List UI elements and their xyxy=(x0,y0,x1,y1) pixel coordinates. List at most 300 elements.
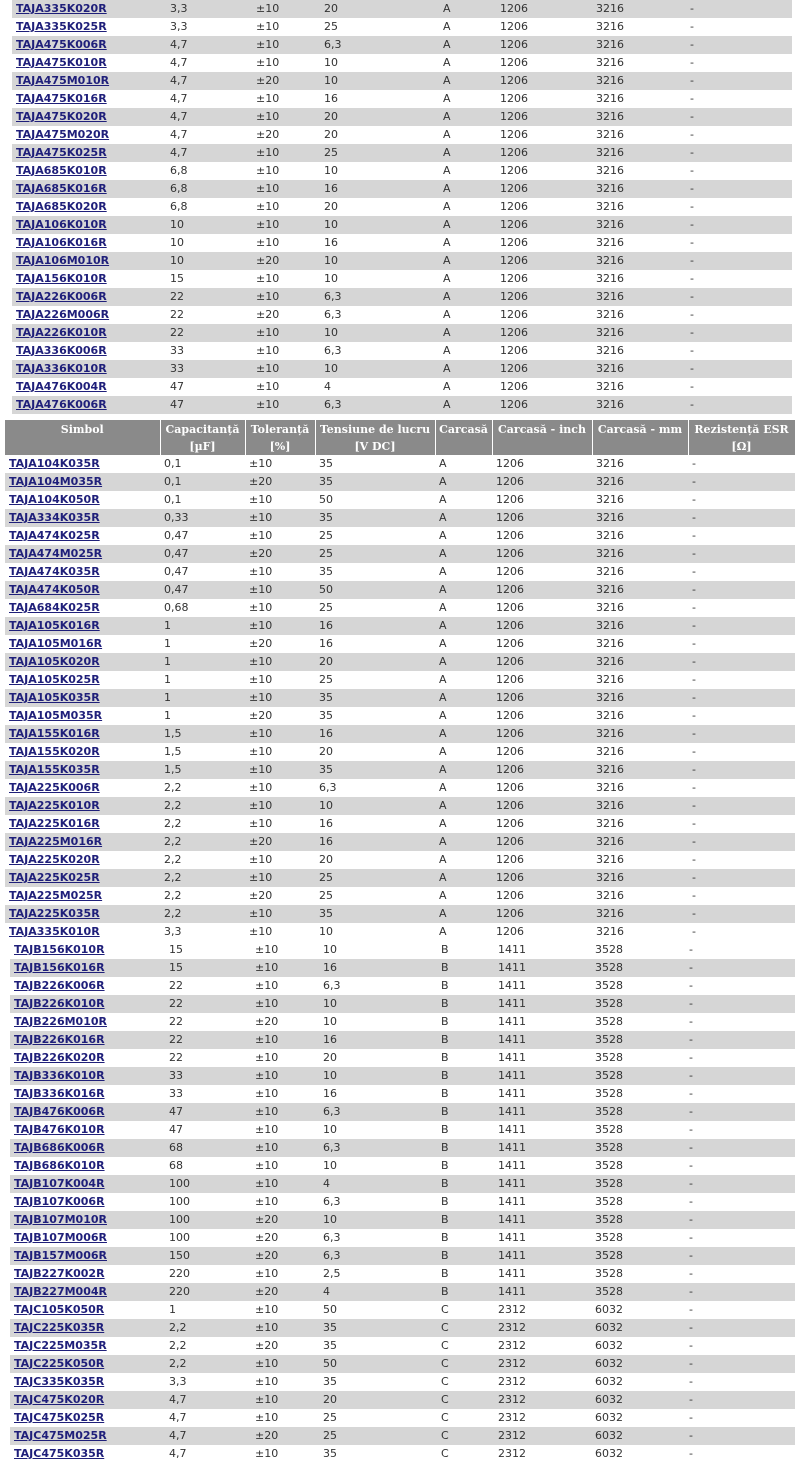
cell-case-inch: 1411 xyxy=(494,1103,591,1121)
cell-esr: - xyxy=(692,817,696,830)
part-link[interactable]: TAJC475M025R xyxy=(14,1429,107,1442)
part-link[interactable]: TAJA335K020R xyxy=(16,2,107,15)
cell-case-inch: 1206 xyxy=(496,493,524,506)
cell-esr: - xyxy=(688,905,795,923)
cell-tolerance: ±10 xyxy=(251,1355,319,1373)
cell-case-inch: 2312 xyxy=(498,1303,526,1316)
table-row xyxy=(12,162,792,180)
part-link[interactable]: TAJA225M016R xyxy=(9,835,103,848)
cell-voltage: 16 xyxy=(315,833,435,851)
cell-capacitance: 0,47 xyxy=(164,565,189,578)
cell-voltage: 35 xyxy=(315,689,435,707)
cell-esr: - xyxy=(689,1375,693,1388)
cell-tolerance: ±10 xyxy=(251,959,319,977)
cell-capacitance: 1 xyxy=(164,673,171,686)
cell-case: C xyxy=(437,1355,494,1373)
cell-simbol xyxy=(10,1229,165,1247)
table-row xyxy=(12,306,792,324)
part-link[interactable]: TAJA104M035R xyxy=(9,475,103,488)
cell-case: A xyxy=(435,761,492,779)
cell-case: A xyxy=(439,360,496,378)
cell-simbol xyxy=(12,378,166,396)
cell-case-inch: 1206 xyxy=(496,252,592,270)
cell-tolerance: ±10 xyxy=(245,617,315,635)
cell-case-inch: 1411 xyxy=(498,1087,526,1100)
cell-simbol xyxy=(10,1085,165,1103)
cell-capacitance: 4,7 xyxy=(169,1447,187,1460)
part-link[interactable]: TAJB226M010R xyxy=(14,1015,107,1028)
cell-case-mm: 3216 xyxy=(596,529,624,542)
cell-esr: - xyxy=(686,108,792,126)
part-link[interactable]: TAJA476K004R xyxy=(16,380,107,393)
part-link[interactable]: TAJA225K035R xyxy=(9,907,100,920)
cell-esr: - xyxy=(692,529,696,542)
cell-case-inch: 1411 xyxy=(498,1015,526,1028)
cell-voltage: 20 xyxy=(319,745,333,758)
cell-case-inch: 1206 xyxy=(496,853,524,866)
cell-esr: - xyxy=(688,689,795,707)
cell-esr: - xyxy=(686,72,792,90)
part-link[interactable]: TAJA475M010R xyxy=(16,74,110,87)
cell-voltage: 16 xyxy=(315,725,435,743)
part-link[interactable]: TAJC225K050R xyxy=(14,1357,105,1370)
cell-case-inch: 1206 xyxy=(500,344,528,357)
part-link[interactable]: TAJA225M025R xyxy=(9,889,103,902)
cell-simbol xyxy=(5,869,160,887)
cell-capacitance: 15 xyxy=(165,959,251,977)
cell-esr: - xyxy=(686,360,792,378)
cell-case-mm: 3216 xyxy=(596,308,624,321)
table-row xyxy=(5,851,795,869)
cell-simbol xyxy=(5,779,160,797)
part-link[interactable]: TAJA475K016R xyxy=(16,92,107,105)
part-link[interactable]: TAJC225M035R xyxy=(14,1339,107,1352)
part-link[interactable]: TAJA155K020R xyxy=(9,745,100,758)
cell-tolerance: ±20 xyxy=(249,889,273,902)
part-link[interactable]: TAJA475K006R xyxy=(16,38,107,51)
table-row xyxy=(10,1247,795,1265)
cell-case-mm: 3528 xyxy=(595,1195,623,1208)
part-link[interactable]: TAJB226K020R xyxy=(14,1051,105,1064)
cell-capacitance: 0,1 xyxy=(164,493,182,506)
cell-case: A xyxy=(439,0,496,18)
part-link[interactable]: TAJB336K016R xyxy=(14,1087,105,1100)
part-link[interactable]: TAJA684K025R xyxy=(9,601,100,614)
part-link[interactable]: TAJA335K025R xyxy=(16,20,107,33)
cell-case-inch: 1206 xyxy=(500,236,528,249)
cell-capacitance: 2,2 xyxy=(160,869,245,887)
cell-case-mm: 3216 xyxy=(592,0,686,18)
cell-tolerance: ±10 xyxy=(256,236,280,249)
cell-case-inch: 1206 xyxy=(496,889,524,902)
cell-case-mm: 3216 xyxy=(592,869,688,887)
cell-capacitance: 1,5 xyxy=(160,725,245,743)
table-row xyxy=(10,1445,795,1463)
cell-case: A xyxy=(439,601,447,614)
part-link[interactable]: TAJA155K035R xyxy=(9,763,100,776)
part-link[interactable]: TAJA334K035R xyxy=(9,511,100,524)
table-row xyxy=(10,977,795,995)
part-link[interactable]: TAJA104K035R xyxy=(9,457,100,470)
cell-simbol xyxy=(10,1391,165,1409)
cell-tolerance: ±10 xyxy=(255,1159,279,1172)
cell-case-mm: 3528 xyxy=(591,1103,685,1121)
cell-voltage: 10 xyxy=(324,164,338,177)
part-link[interactable]: TAJB226K016R xyxy=(14,1033,105,1046)
part-link[interactable]: TAJA225K025R xyxy=(9,871,100,884)
part-link[interactable]: TAJB476K010R xyxy=(14,1123,105,1136)
cell-voltage: 6,3 xyxy=(319,781,337,794)
part-link[interactable]: TAJA335K010R xyxy=(9,925,100,938)
unit-voltage: [V DC] xyxy=(315,438,435,455)
part-link[interactable]: TAJA156K010R xyxy=(16,272,107,285)
cell-case: A xyxy=(435,473,492,491)
cell-tolerance: ±10 xyxy=(252,360,320,378)
cell-esr: - xyxy=(690,92,694,105)
cell-case-mm: 3216 xyxy=(592,72,686,90)
cell-case-inch: 2312 xyxy=(498,1447,526,1460)
part-link[interactable]: TAJA685K020R xyxy=(16,200,107,213)
cell-voltage: 16 xyxy=(323,1087,337,1100)
cell-case-inch: 1206 xyxy=(496,324,592,342)
part-link[interactable]: TAJA225K020R xyxy=(9,853,100,866)
cell-tolerance: ±20 xyxy=(251,1427,319,1445)
cell-simbol xyxy=(10,1103,165,1121)
part-link[interactable]: TAJB107M006R xyxy=(14,1231,107,1244)
cell-voltage: 10 xyxy=(323,1123,337,1136)
table-row xyxy=(10,1121,795,1139)
table-row xyxy=(10,1355,795,1373)
cell-case: A xyxy=(435,797,492,815)
part-link[interactable]: TAJB336K010R xyxy=(14,1069,105,1082)
cell-voltage: 10 xyxy=(320,216,439,234)
cell-simbol xyxy=(10,1337,165,1355)
part-link[interactable]: TAJA104K050R xyxy=(9,493,100,506)
part-link[interactable]: TAJC475K025R xyxy=(14,1411,105,1424)
cell-capacitance: 100 xyxy=(169,1231,190,1244)
part-link[interactable]: TAJC475K020R xyxy=(14,1393,105,1406)
table-row xyxy=(5,689,795,707)
cell-case-mm: 3216 xyxy=(592,581,688,599)
cell-simbol xyxy=(12,180,166,198)
part-link[interactable]: TAJA106K016R xyxy=(16,236,107,249)
cell-case-mm: 3216 xyxy=(592,216,686,234)
cell-tolerance: ±10 xyxy=(252,108,320,126)
cell-case-inch: 1206 xyxy=(496,457,524,470)
cell-esr: - xyxy=(686,288,792,306)
part-link[interactable]: TAJB686K010R xyxy=(14,1159,105,1172)
cell-capacitance: 150 xyxy=(165,1247,251,1265)
cell-case-inch: 1206 xyxy=(496,709,524,722)
part-link[interactable]: TAJA225K016R xyxy=(9,817,100,830)
part-link[interactable]: TAJA475K010R xyxy=(16,56,107,69)
cell-voltage: 35 xyxy=(315,473,435,491)
part-link[interactable]: TAJA474K035R xyxy=(9,565,100,578)
cell-voltage: 6,3 xyxy=(323,979,341,992)
cell-case: A xyxy=(443,272,451,285)
cell-case: A xyxy=(435,725,492,743)
cell-esr: - xyxy=(688,761,795,779)
cell-tolerance: ±10 xyxy=(255,1267,279,1280)
cell-case: B xyxy=(437,1211,494,1229)
part-link[interactable]: TAJA475M020R xyxy=(16,128,110,141)
cell-simbol xyxy=(10,1355,165,1373)
cell-case: B xyxy=(437,1247,494,1265)
part-link[interactable]: TAJB227K002R xyxy=(14,1267,105,1280)
cell-voltage: 25 xyxy=(315,545,435,563)
table-row xyxy=(5,869,795,887)
cell-case-mm: 3528 xyxy=(591,1211,685,1229)
cell-simbol xyxy=(5,725,160,743)
cell-case-mm: 3216 xyxy=(592,396,686,414)
cell-capacitance: 4,7 xyxy=(166,144,252,162)
cell-tolerance: ±20 xyxy=(255,1231,279,1244)
table-row xyxy=(12,18,792,36)
cell-case: B xyxy=(437,995,494,1013)
cell-esr: - xyxy=(692,781,696,794)
cell-voltage: 50 xyxy=(315,581,435,599)
table-row xyxy=(10,1193,795,1211)
cell-case-inch: 1206 xyxy=(492,509,592,527)
cell-simbol xyxy=(10,1445,165,1463)
cell-case-mm: 3216 xyxy=(592,288,686,306)
cell-simbol xyxy=(5,923,160,941)
cell-case-mm: 3216 xyxy=(592,689,688,707)
part-link[interactable]: TAJA336K006R xyxy=(16,344,107,357)
cell-capacitance: 0,47 xyxy=(160,545,245,563)
cell-voltage: 10 xyxy=(319,1211,437,1229)
cell-case: B xyxy=(441,1231,449,1244)
cell-tolerance: ±10 xyxy=(249,601,273,614)
part-link[interactable]: TAJB107K006R xyxy=(14,1195,105,1208)
cell-voltage: 2,5 xyxy=(323,1267,341,1280)
cell-case-mm: 3528 xyxy=(591,1139,685,1157)
part-link[interactable]: TAJB226K006R xyxy=(14,979,105,992)
cell-case-mm: 3216 xyxy=(596,853,624,866)
part-link[interactable]: TAJA475K025R xyxy=(16,146,107,159)
part-link[interactable]: TAJA226K010R xyxy=(16,326,107,339)
cell-esr: - xyxy=(689,1159,693,1172)
table-row xyxy=(12,378,792,396)
part-link[interactable]: TAJC225K035R xyxy=(14,1321,105,1334)
cell-capacitance: 3,3 xyxy=(166,0,252,18)
cell-case-mm: 3216 xyxy=(592,252,686,270)
cell-case: A xyxy=(439,457,447,470)
cell-case-inch: 1206 xyxy=(500,308,528,321)
cell-esr: - xyxy=(689,1267,693,1280)
part-link[interactable]: TAJA474K025R xyxy=(9,529,100,542)
cell-esr: - xyxy=(692,925,696,938)
cell-capacitance: 4,7 xyxy=(169,1411,187,1424)
cell-capacitance: 47 xyxy=(169,1123,183,1136)
cell-case: C xyxy=(441,1375,449,1388)
cell-simbol xyxy=(5,743,160,761)
cell-tolerance: ±10 xyxy=(245,797,315,815)
part-link[interactable]: TAJB107K004R xyxy=(14,1177,105,1190)
cell-capacitance: 2,2 xyxy=(169,1339,187,1352)
cell-capacitance: 6,8 xyxy=(170,164,188,177)
cell-case: A xyxy=(439,565,447,578)
table-row xyxy=(5,491,795,509)
cell-case-inch: 1206 xyxy=(500,92,528,105)
cell-voltage: 20 xyxy=(315,653,435,671)
cell-tolerance: ±20 xyxy=(251,1283,319,1301)
cell-case-mm: 6032 xyxy=(591,1391,685,1409)
cell-esr: - xyxy=(692,457,696,470)
cell-esr: - xyxy=(685,1031,795,1049)
part-link[interactable]: TAJA105K025R xyxy=(9,673,100,686)
cell-simbol xyxy=(12,324,166,342)
cell-case-mm: 3216 xyxy=(596,637,624,650)
table-row xyxy=(5,527,795,545)
cell-voltage: 25 xyxy=(319,889,333,902)
table-row xyxy=(5,599,795,617)
cell-tolerance: ±10 xyxy=(251,1139,319,1157)
table-row xyxy=(10,1013,795,1031)
cell-case-inch: 1206 xyxy=(496,0,592,18)
cell-simbol xyxy=(5,653,160,671)
cell-voltage: 6,3 xyxy=(323,1195,341,1208)
cell-capacitance: 0,68 xyxy=(164,601,189,614)
cell-capacitance: 3,3 xyxy=(164,925,182,938)
cell-case-mm: 3528 xyxy=(591,1031,685,1049)
cell-esr: - xyxy=(686,0,792,18)
cell-case: A xyxy=(439,252,496,270)
table-row xyxy=(12,180,792,198)
cell-tolerance: ±10 xyxy=(245,761,315,779)
part-link[interactable]: TAJA106M010R xyxy=(16,254,110,267)
table-row xyxy=(5,707,795,725)
cell-capacitance: 22 xyxy=(169,1015,183,1028)
cell-voltage: 10 xyxy=(320,72,439,90)
cell-case: A xyxy=(439,925,447,938)
cell-case-inch: 1206 xyxy=(496,288,592,306)
table-row xyxy=(5,581,795,599)
cell-esr: - xyxy=(685,1067,795,1085)
cell-esr: - xyxy=(692,601,696,614)
part-link[interactable]: TAJA476K006R xyxy=(16,398,107,411)
cell-capacitance: 15 xyxy=(169,943,183,956)
cell-esr: - xyxy=(688,545,795,563)
part-link[interactable]: TAJA225K010R xyxy=(9,799,100,812)
cell-case: C xyxy=(437,1319,494,1337)
cell-capacitance: 0,1 xyxy=(164,457,182,470)
cell-voltage: 6,3 xyxy=(323,1231,341,1244)
cell-case-mm: 3216 xyxy=(596,709,624,722)
part-link[interactable]: TAJB227M004R xyxy=(14,1285,107,1298)
cell-case-inch: 1411 xyxy=(494,1031,591,1049)
unit-case-mm xyxy=(592,438,688,455)
part-link[interactable]: TAJC475K035R xyxy=(14,1447,105,1460)
part-link[interactable]: TAJC105K050R xyxy=(14,1303,105,1316)
part-link[interactable]: TAJC335K035R xyxy=(14,1375,105,1388)
cell-capacitance: 2,2 xyxy=(160,905,245,923)
part-link[interactable]: TAJB107M010R xyxy=(14,1213,107,1226)
cell-esr: - xyxy=(686,252,792,270)
cell-case-inch: 1206 xyxy=(496,565,524,578)
col-header-case-mm: Carcasă - mm xyxy=(592,420,688,438)
cell-simbol xyxy=(10,1301,165,1319)
part-link[interactable]: TAJA336K010R xyxy=(16,362,107,375)
col-header-case: Carcasă xyxy=(435,420,492,438)
cell-tolerance: ±10 xyxy=(252,324,320,342)
cell-voltage: 16 xyxy=(319,817,333,830)
cell-case: B xyxy=(441,1123,449,1136)
table-row xyxy=(5,671,795,689)
part-link[interactable]: TAJB156K016R xyxy=(14,961,105,974)
part-link[interactable]: TAJA475K020R xyxy=(16,110,107,123)
cell-tolerance: ±10 xyxy=(256,344,280,357)
part-link[interactable]: TAJB156K010R xyxy=(14,943,105,956)
cell-esr: - xyxy=(690,164,694,177)
part-link[interactable]: TAJA226K006R xyxy=(16,290,107,303)
cell-case: C xyxy=(441,1447,449,1460)
cell-case-inch: 2312 xyxy=(494,1355,591,1373)
cell-capacitance: 68 xyxy=(169,1159,183,1172)
cell-case-inch: 1206 xyxy=(492,797,592,815)
cell-case-mm: 3528 xyxy=(595,1231,623,1244)
table-unit-row xyxy=(5,438,795,455)
cell-simbol xyxy=(12,36,166,54)
part-link[interactable]: TAJA105K035R xyxy=(9,691,100,704)
cell-capacitance: 10 xyxy=(166,216,252,234)
cell-voltage: 35 xyxy=(319,709,333,722)
part-link[interactable]: TAJA225K006R xyxy=(9,781,100,794)
table-row xyxy=(12,126,792,144)
part-link[interactable]: TAJA105M035R xyxy=(9,709,103,722)
cell-voltage: 10 xyxy=(323,943,337,956)
cell-capacitance: 10 xyxy=(166,252,252,270)
cell-esr: - xyxy=(689,1411,693,1424)
cell-case-mm: 3528 xyxy=(595,1015,623,1028)
cell-simbol xyxy=(10,1427,165,1445)
cell-simbol xyxy=(10,1265,165,1283)
table-row xyxy=(5,635,795,653)
cell-esr: - xyxy=(685,1175,795,1193)
cell-voltage: 50 xyxy=(319,493,333,506)
part-link[interactable]: TAJA685K016R xyxy=(16,182,107,195)
cell-voltage: 50 xyxy=(323,1303,337,1316)
cell-voltage: 10 xyxy=(323,1159,337,1172)
part-link[interactable]: TAJA474M025R xyxy=(9,547,103,560)
part-link[interactable]: TAJA105K016R xyxy=(9,619,100,632)
part-link[interactable]: TAJB226K010R xyxy=(14,997,105,1010)
part-link[interactable]: TAJA474K050R xyxy=(9,583,100,596)
part-link[interactable]: TAJB476K006R xyxy=(14,1105,105,1118)
part-link[interactable]: TAJA226M006R xyxy=(16,308,110,321)
cell-esr: - xyxy=(690,236,694,249)
part-link[interactable]: TAJA155K016R xyxy=(9,727,100,740)
cell-case: A xyxy=(439,144,496,162)
part-link[interactable]: TAJA105M016R xyxy=(9,637,103,650)
cell-case-mm: 3216 xyxy=(596,493,624,506)
part-link[interactable]: TAJA685K010R xyxy=(16,164,107,177)
cell-voltage: 35 xyxy=(319,457,333,470)
part-link[interactable]: TAJB157M006R xyxy=(14,1249,107,1262)
part-link[interactable]: TAJB686K006R xyxy=(14,1141,105,1154)
part-link[interactable]: TAJA106K010R xyxy=(16,218,107,231)
cell-tolerance: ±10 xyxy=(251,1319,319,1337)
cell-simbol xyxy=(10,977,165,995)
table-row xyxy=(12,90,792,108)
part-link[interactable]: TAJA105K020R xyxy=(9,655,100,668)
cell-case-inch: 1206 xyxy=(496,601,524,614)
cell-case-inch: 1206 xyxy=(496,925,524,938)
table-row xyxy=(10,1283,795,1301)
cell-case-inch: 1206 xyxy=(496,180,592,198)
table-row xyxy=(5,473,795,491)
cell-capacitance: 1 xyxy=(164,637,171,650)
